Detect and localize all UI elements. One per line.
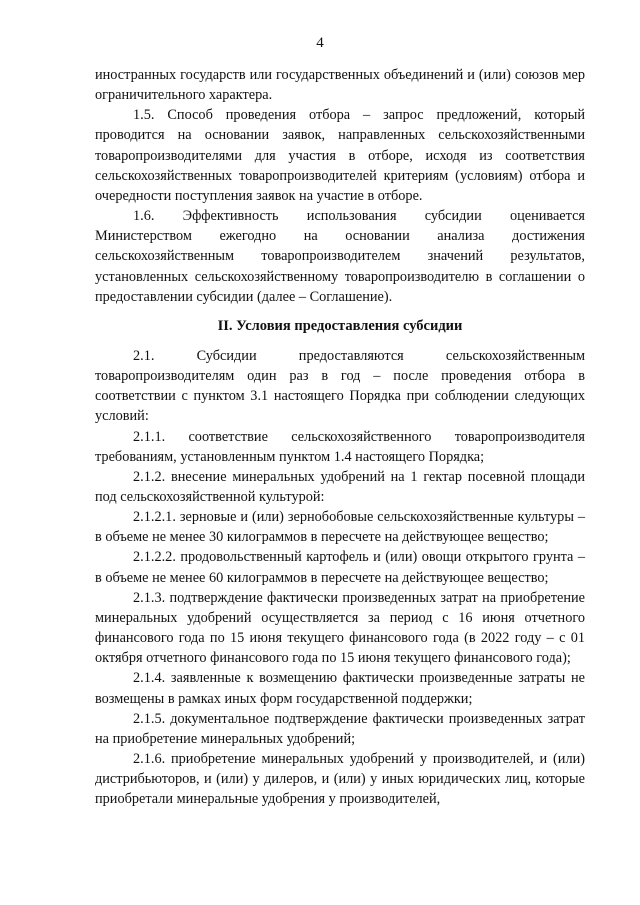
paragraph-2-1: 2.1. Субсидии предоставляются сельскохозяйственным товаропроизводителям один раз в год – после проведения отбора в соответствии с пунктом 3.1 настоящего Порядка при соблюдении следующих условий: [95, 347, 585, 425]
document-body [95, 65, 585, 809]
paragraph-continuation: иностранных государств или государственных объединений и (или) союзов мер ограничительного характера. [95, 67, 585, 104]
paragraph-1-6: 1.6. Эффективность использования субсидии оценивается Министерством ежегодно на основании анализа достижения сельскохозяйственным товаропроизводителем значений результатов, установленных сельскохозяйственному товаропроизводителю в соглашении о предоставлении субсидии (далее – Соглашение). [95, 208, 585, 305]
paragraph-2-1-2-1: 2.1.2.1. зерновые и (или) зернобобовые сельскохозяйственные культуры – в объеме не менее 30 килограммов в пересчете на действующее вещество; [95, 509, 585, 546]
paragraph-2-1-6: 2.1.6. приобретение минеральных удобрений у производителей, и (или) дистрибьюторов, и (или) у дилеров, и (или) у иных юридических лиц, которые приобретали минеральные удобрения у производителей, [95, 751, 585, 808]
paragraph-2-1-1: 2.1.1. соответствие сельскохозяйственного товаропроизводителя требованиям, установленным пунктом 1.4 настоящего Порядка; [95, 428, 585, 465]
page-number: 4 [316, 35, 324, 51]
section-heading: II. Условия предоставления субсидии [217, 317, 463, 334]
paragraph-2-1-2-2: 2.1.2.2. продовольственный картофель и (или) овощи открытого грунта – в объеме не менее 60 килограммов в пересчете на действующее вещество; [95, 549, 585, 586]
paragraph-2-1-3: 2.1.3. подтверждение фактически произведенных затрат на приобретение минеральных удобрений осуществляется за период с 16 июня отчетного финансового года по 15 июня текущего финансового года (в 2022 году – с 01 октября отчетного финансового года по 15 июня текущего финансового года); [95, 589, 585, 667]
paragraph-2-1-4: 2.1.4. заявленные к возмещению фактически произведенные затраты не возмещены в рамках иных форм государственной поддержки; [95, 670, 585, 707]
paragraph-2-1-5: 2.1.5. документальное подтверждение фактически произведенных затрат на приобретение минеральных удобрений; [95, 710, 585, 747]
paragraph-1-5: 1.5. Способ проведения отбора – запрос предложений, который проводится на основании заявок, направленных сельскохозяйственными товаропроизводителями для участия в отборе, исходя из соответствия сельскохозяйственных товаропроизводителей критериям (условиям) отбора и очередности поступления заявок на участие в отборе. [95, 107, 585, 204]
paragraph-2-1-2: 2.1.2. внесение минеральных удобрений на 1 гектар посевной площади под сельскохозяйственной культурой: [95, 468, 585, 505]
